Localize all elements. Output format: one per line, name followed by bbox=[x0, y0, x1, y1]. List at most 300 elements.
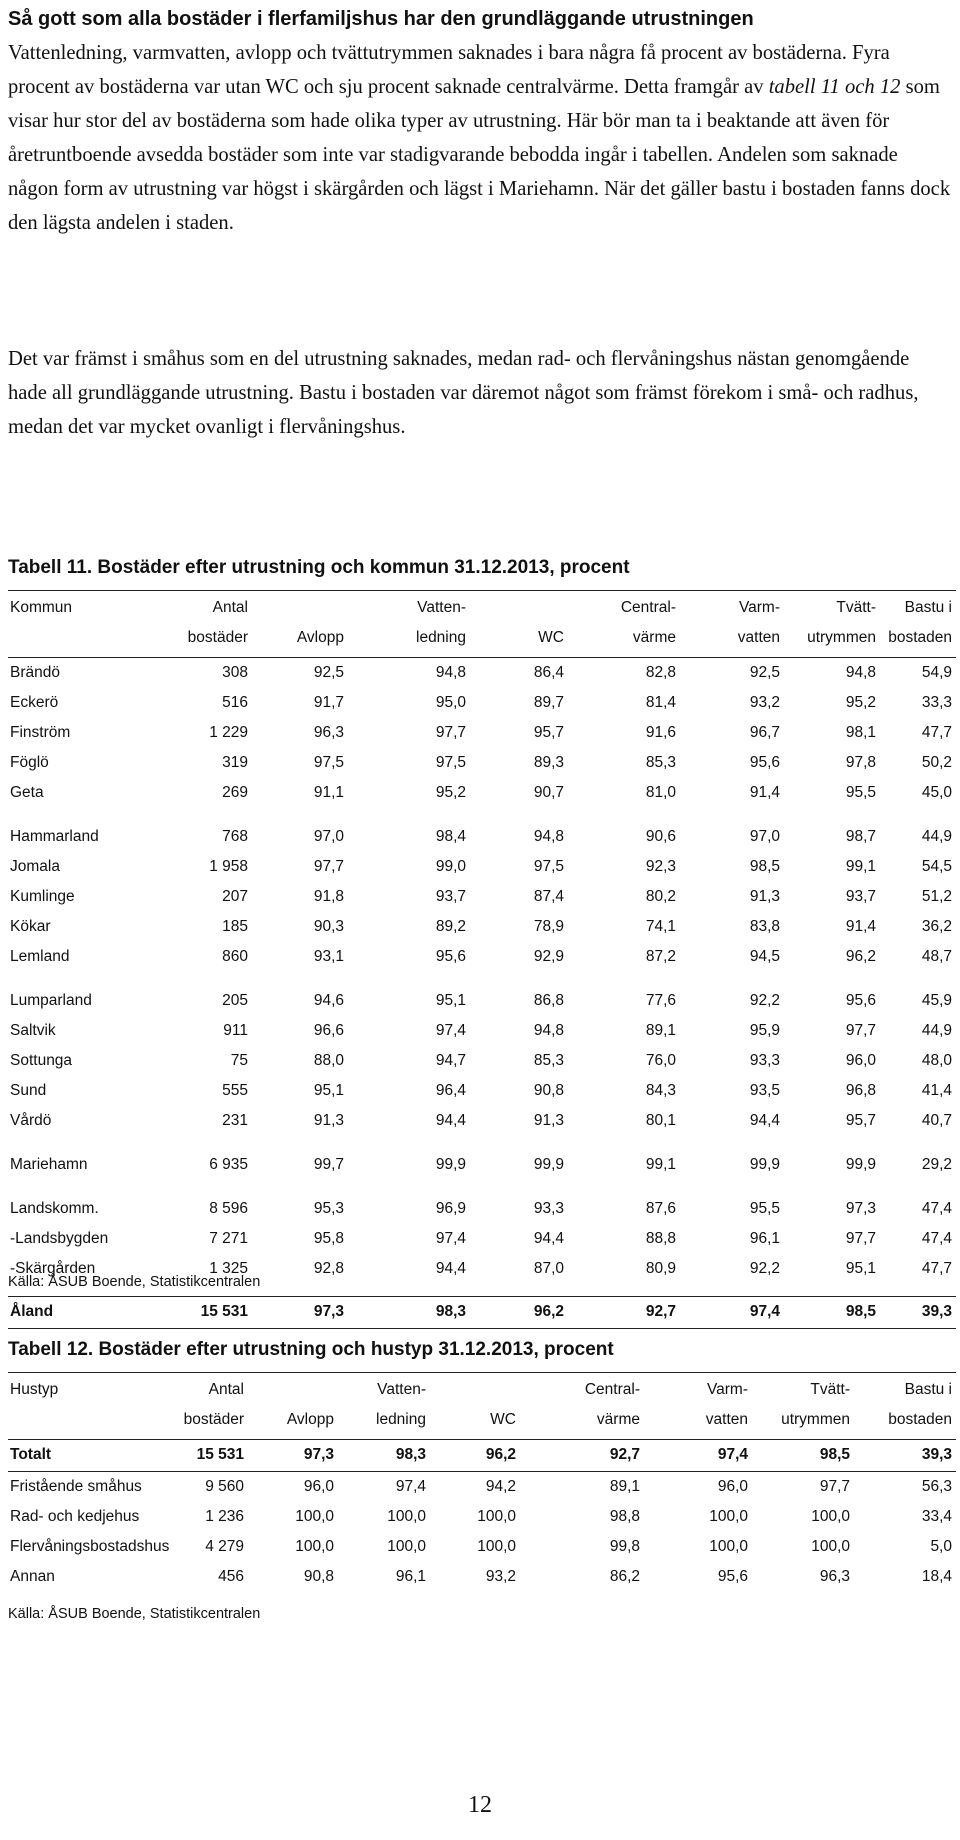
column-header bbox=[621, 593, 676, 653]
row-label: Föglö bbox=[10, 754, 49, 771]
table-row bbox=[8, 1076, 956, 1106]
column-header bbox=[585, 1375, 640, 1435]
header-line: Bastu i bbox=[904, 599, 952, 616]
table-cell: 1 325 bbox=[209, 1260, 248, 1277]
table-cell: 98,3 bbox=[435, 1303, 466, 1320]
table-cell: 97,4 bbox=[395, 1478, 426, 1495]
table-cell: 91,7 bbox=[313, 694, 344, 711]
table-row bbox=[8, 688, 956, 718]
table-cell: 97,0 bbox=[313, 828, 344, 845]
column-header bbox=[807, 593, 876, 653]
table-cell: 94,7 bbox=[435, 1052, 466, 1069]
table-cell: 96,0 bbox=[303, 1478, 334, 1495]
header-line: utrymmen bbox=[807, 629, 876, 646]
table-cell: 90,8 bbox=[303, 1568, 334, 1585]
table-cell: 44,9 bbox=[921, 1022, 952, 1039]
table-cell: 96,3 bbox=[313, 724, 344, 741]
row-label: Brändö bbox=[10, 664, 60, 681]
table-cell: 98,5 bbox=[845, 1303, 876, 1320]
table-cell: 45,0 bbox=[921, 784, 952, 801]
table-cell: 97,3 bbox=[313, 1303, 344, 1320]
row-label: Landskomm. bbox=[10, 1200, 99, 1217]
table-cell: 96,4 bbox=[435, 1082, 466, 1099]
column-header bbox=[416, 593, 466, 653]
paragraph-1-text-b: som visar hur stor del av bostäderna som hade olika typer av utrustning. Här bör man ta i beaktande att även för åretruntboende avsedda bostäder som inte var stadigvarande bebodda ingår i tabellen. Andelen som saknade någon form av utrustning var högst i skärgården och lägst i Mariehamn. När det gäller bastu i bostaden fanns dock den lägsta andelen i staden. bbox=[8, 76, 951, 234]
table-cell: 95,7 bbox=[533, 724, 564, 741]
table-cell: 96,2 bbox=[533, 1303, 564, 1320]
table-cell: 92,5 bbox=[313, 664, 344, 681]
table-cell: 99,8 bbox=[609, 1538, 640, 1555]
table-cell: 100,0 bbox=[709, 1508, 748, 1525]
table-cell: 100,0 bbox=[477, 1508, 516, 1525]
column-header bbox=[297, 593, 344, 653]
row-label: Eckerö bbox=[10, 694, 59, 711]
table-cell: 95,6 bbox=[845, 992, 876, 1009]
table-cell: 95,3 bbox=[313, 1200, 344, 1217]
table-cell: 77,6 bbox=[645, 992, 676, 1009]
column-header bbox=[188, 593, 248, 653]
table-cell: 81,4 bbox=[645, 694, 676, 711]
table-cell: 94,8 bbox=[435, 664, 466, 681]
table-cell: 99,9 bbox=[435, 1156, 466, 1173]
table-cell: 100,0 bbox=[295, 1508, 334, 1525]
table-cell: 269 bbox=[222, 784, 248, 801]
table-cell: 1 958 bbox=[209, 858, 248, 875]
table-cell: 95,1 bbox=[313, 1082, 344, 1099]
table-cell: 54,9 bbox=[921, 664, 952, 681]
table-cell: 555 bbox=[222, 1082, 248, 1099]
table-cell: 97,8 bbox=[845, 754, 876, 771]
table-cell: 89,3 bbox=[533, 754, 564, 771]
table-row bbox=[8, 1046, 956, 1076]
table-cell: 99,0 bbox=[435, 858, 466, 875]
header-line: WC bbox=[538, 629, 564, 646]
row-label: Annan bbox=[10, 1568, 55, 1585]
table-cell: 89,2 bbox=[435, 918, 466, 935]
table-cell: 1 229 bbox=[209, 724, 248, 741]
table-11 bbox=[8, 590, 956, 1329]
header-line: Central- bbox=[620, 599, 676, 616]
header-line bbox=[10, 1405, 58, 1435]
table-cell: 96,9 bbox=[435, 1200, 466, 1217]
table-row bbox=[8, 1224, 956, 1254]
table-row bbox=[8, 1440, 956, 1472]
table-row bbox=[8, 1150, 956, 1180]
header-line: bostaden bbox=[888, 1411, 952, 1428]
table-cell: 97,7 bbox=[845, 1022, 876, 1039]
table-cell: 90,3 bbox=[313, 918, 344, 935]
table-cell: 98,8 bbox=[609, 1508, 640, 1525]
header-line bbox=[287, 1375, 334, 1405]
table-cell: 85,3 bbox=[533, 1052, 564, 1069]
table-cell: 86,4 bbox=[533, 664, 564, 681]
table-cell: 100,0 bbox=[387, 1538, 426, 1555]
row-label: Hammarland bbox=[10, 828, 99, 845]
table-cell: 80,1 bbox=[645, 1112, 676, 1129]
table-cell: 100,0 bbox=[477, 1538, 516, 1555]
section-heading: Så gott som alla bostäder i flerfamiljshus har den grundläggande utrustningen bbox=[8, 8, 754, 30]
table-cell: 97,3 bbox=[303, 1446, 334, 1463]
row-label: -Landsbygden bbox=[10, 1230, 109, 1247]
table-cell: 1 236 bbox=[205, 1508, 244, 1525]
row-label: Lemland bbox=[10, 948, 70, 965]
table-cell: 96,2 bbox=[845, 948, 876, 965]
table-cell: 98,4 bbox=[435, 828, 466, 845]
table-cell: 90,6 bbox=[645, 828, 676, 845]
header-line: värme bbox=[632, 629, 676, 646]
table-cell: 7 271 bbox=[209, 1230, 248, 1247]
table-row bbox=[8, 1502, 956, 1532]
table-cell: 96,1 bbox=[395, 1568, 426, 1585]
row-label: Geta bbox=[10, 784, 44, 801]
table-cell: 100,0 bbox=[811, 1508, 850, 1525]
table-cell: 90,7 bbox=[533, 784, 564, 801]
table-cell: 81,0 bbox=[645, 784, 676, 801]
table-cell: 88,0 bbox=[313, 1052, 344, 1069]
table-cell: 93,3 bbox=[749, 1052, 780, 1069]
table-cell: 99,9 bbox=[845, 1156, 876, 1173]
table-cell: 48,7 bbox=[921, 948, 952, 965]
table-cell: 96,7 bbox=[749, 724, 780, 741]
table-cell: 94,2 bbox=[485, 1478, 516, 1495]
table-cell: 99,1 bbox=[645, 1156, 676, 1173]
table-cell: 93,7 bbox=[845, 888, 876, 905]
table-cell: 33,4 bbox=[921, 1508, 952, 1525]
header-line: vatten bbox=[737, 629, 780, 646]
header-line: Avlopp bbox=[286, 1411, 334, 1428]
table-12 bbox=[8, 1372, 956, 1592]
table-cell: 97,7 bbox=[845, 1230, 876, 1247]
table-cell: 97,5 bbox=[435, 754, 466, 771]
header-line: utrymmen bbox=[781, 1411, 850, 1428]
row-label: Totalt bbox=[10, 1446, 52, 1463]
header-line: bostäder bbox=[183, 1411, 244, 1428]
header-line: Kommun bbox=[10, 599, 73, 616]
table-cell: 75 bbox=[230, 1052, 248, 1069]
table-cell: 97,0 bbox=[749, 828, 780, 845]
table-row bbox=[8, 658, 956, 688]
table-cell: 95,9 bbox=[749, 1022, 780, 1039]
table-cell: 94,4 bbox=[435, 1112, 466, 1129]
row-label: Saltvik bbox=[10, 1022, 56, 1039]
table-cell: 5,0 bbox=[930, 1538, 952, 1555]
row-label: -Skärgården bbox=[10, 1260, 96, 1277]
table-cell: 99,1 bbox=[845, 858, 876, 875]
table-cell: 98,5 bbox=[819, 1446, 850, 1463]
table-cell: 54,5 bbox=[921, 858, 952, 875]
table-cell: 93,3 bbox=[533, 1200, 564, 1217]
table-cell: 95,6 bbox=[749, 754, 780, 771]
header-line: Central- bbox=[584, 1381, 640, 1398]
column-header bbox=[888, 1375, 952, 1435]
table-cell: 51,2 bbox=[921, 888, 952, 905]
table-cell: 94,5 bbox=[749, 948, 780, 965]
table-cell: 96,8 bbox=[845, 1082, 876, 1099]
table-cell: 91,3 bbox=[533, 1112, 564, 1129]
row-label: Jomala bbox=[10, 858, 60, 875]
table-header-row bbox=[8, 1373, 956, 1440]
column-header bbox=[781, 1375, 850, 1435]
table-cell: 40,7 bbox=[921, 1112, 952, 1129]
table-cell: 97,5 bbox=[533, 858, 564, 875]
table-row bbox=[8, 882, 956, 912]
table-row bbox=[8, 778, 956, 808]
header-line: Hustyp bbox=[10, 1381, 59, 1398]
table-cell: 92,2 bbox=[749, 1260, 780, 1277]
table-cell: 89,1 bbox=[645, 1022, 676, 1039]
table-row bbox=[8, 986, 956, 1016]
column-header-hustyp bbox=[10, 1375, 58, 1435]
table-cell: 91,6 bbox=[645, 724, 676, 741]
table-cell: 91,1 bbox=[313, 784, 344, 801]
column-header-kommun bbox=[10, 593, 72, 653]
header-line bbox=[297, 593, 344, 623]
table-cell: 48,0 bbox=[921, 1052, 952, 1069]
row-label: Mariehamn bbox=[10, 1156, 88, 1173]
table-cell: 308 bbox=[222, 664, 248, 681]
header-line: bostaden bbox=[888, 629, 952, 646]
table-cell: 87,6 bbox=[645, 1200, 676, 1217]
table-row bbox=[8, 942, 956, 972]
table-cell: 47,4 bbox=[921, 1230, 952, 1247]
table-cell: 319 bbox=[222, 754, 248, 771]
column-header bbox=[490, 1375, 516, 1435]
intro-paragraph-2: Det var främst i småhus som en del utrustning saknades, medan rad- och flervåningshus nästan genomgående hade all grundläggande utrustning. Bastu i bostaden var däremot något som främst förekom i små- och radhus, medan det var mycket ovanligt i flervåningshus. bbox=[8, 348, 919, 438]
table-row bbox=[8, 1106, 956, 1136]
table-cell: 95,6 bbox=[435, 948, 466, 965]
table-cell: 516 bbox=[222, 694, 248, 711]
table-11-title: Tabell 11. Bostäder efter utrustning och kommun 31.12.2013, procent bbox=[8, 557, 630, 578]
table-cell: 97,4 bbox=[749, 1303, 780, 1320]
table-cell: 97,4 bbox=[435, 1230, 466, 1247]
table-cell: 95,7 bbox=[845, 1112, 876, 1129]
table-cell: 92,2 bbox=[749, 992, 780, 1009]
table-cell: 97,7 bbox=[313, 858, 344, 875]
table-11-source: Källa: ÅSUB Boende, Statistikcentralen bbox=[8, 1274, 261, 1290]
table-cell: 96,3 bbox=[819, 1568, 850, 1585]
column-header bbox=[738, 593, 780, 653]
table-row bbox=[8, 1296, 956, 1329]
table-cell: 91,3 bbox=[749, 888, 780, 905]
table-cell: 15 531 bbox=[196, 1446, 244, 1463]
table-cell: 50,2 bbox=[921, 754, 952, 771]
table-cell: 205 bbox=[222, 992, 248, 1009]
table-cell: 95,1 bbox=[435, 992, 466, 1009]
table-row bbox=[8, 718, 956, 748]
table-cell: 92,7 bbox=[609, 1446, 640, 1463]
row-label: Lumparland bbox=[10, 992, 92, 1009]
row-label: Sund bbox=[10, 1082, 47, 1099]
table-cell: 93,2 bbox=[485, 1568, 516, 1585]
table-row bbox=[8, 912, 956, 942]
table-cell: 87,4 bbox=[533, 888, 564, 905]
table-cell: 95,2 bbox=[845, 694, 876, 711]
table-cell: 56,3 bbox=[921, 1478, 952, 1495]
table-cell: 100,0 bbox=[387, 1508, 426, 1525]
table-cell: 456 bbox=[218, 1568, 244, 1585]
table-cell: 100,0 bbox=[709, 1538, 748, 1555]
table-cell: 45,9 bbox=[921, 992, 952, 1009]
table-cell: 95,5 bbox=[749, 1200, 780, 1217]
table-cell: 90,8 bbox=[533, 1082, 564, 1099]
table-cell: 98,7 bbox=[845, 828, 876, 845]
row-label: Sottunga bbox=[10, 1052, 73, 1069]
header-line: Tvätt- bbox=[810, 1381, 850, 1398]
header-line: ledning bbox=[376, 1411, 426, 1428]
table-cell: 99,9 bbox=[533, 1156, 564, 1173]
table-cell: 88,8 bbox=[645, 1230, 676, 1247]
header-line: Antal bbox=[212, 599, 248, 616]
header-line: Vatten- bbox=[417, 599, 466, 616]
column-header bbox=[376, 1375, 426, 1435]
table-cell: 91,4 bbox=[845, 918, 876, 935]
table-cell: 87,2 bbox=[645, 948, 676, 965]
table-row bbox=[8, 1472, 956, 1502]
header-line: värme bbox=[596, 1411, 640, 1428]
table-cell: 92,8 bbox=[313, 1260, 344, 1277]
table-cell: 96,6 bbox=[313, 1022, 344, 1039]
table-cell: 47,4 bbox=[921, 1200, 952, 1217]
table-cell: 96,1 bbox=[749, 1230, 780, 1247]
table-12-source: Källa: ÅSUB Boende, Statistikcentralen bbox=[8, 1606, 261, 1622]
table-cell: 47,7 bbox=[921, 724, 952, 741]
table-cell: 78,9 bbox=[533, 918, 564, 935]
table-cell: 86,2 bbox=[609, 1568, 640, 1585]
table-cell: 83,8 bbox=[749, 918, 780, 935]
table-cell: 185 bbox=[222, 918, 248, 935]
column-header bbox=[287, 1375, 334, 1435]
table-row bbox=[8, 852, 956, 882]
header-line bbox=[538, 593, 564, 623]
table-cell: 44,9 bbox=[921, 828, 952, 845]
table-cell: 94,4 bbox=[533, 1230, 564, 1247]
table-cell: 39,3 bbox=[921, 1303, 952, 1320]
table-cell: 33,3 bbox=[921, 694, 952, 711]
paragraph-1-text-a: Vattenledning, varmvatten, avlopp och tvättutrymmen saknades i bara några få procent av bostäderna. Fyra procent av bostäderna var utan WC och sju procent saknade centralvärme. Detta framgår av bbox=[8, 42, 890, 98]
table-cell: 98,5 bbox=[749, 858, 780, 875]
table-cell: 15 531 bbox=[200, 1303, 248, 1320]
table-cell: 89,7 bbox=[533, 694, 564, 711]
row-label: Vårdö bbox=[10, 1112, 52, 1129]
table-cell: 98,3 bbox=[395, 1446, 426, 1463]
table-cell: 95,5 bbox=[845, 784, 876, 801]
table-cell: 82,8 bbox=[645, 664, 676, 681]
header-line: bostäder bbox=[187, 629, 248, 646]
header-line bbox=[490, 1375, 516, 1405]
header-line: vatten bbox=[705, 1411, 748, 1428]
table-cell: 94,4 bbox=[749, 1112, 780, 1129]
table-cell: 4 279 bbox=[205, 1538, 244, 1555]
table-cell: 41,4 bbox=[921, 1082, 952, 1099]
table-cell: 94,4 bbox=[435, 1260, 466, 1277]
table-cell: 92,7 bbox=[645, 1303, 676, 1320]
table-cell: 6 935 bbox=[209, 1156, 248, 1173]
row-label: Fristående småhus bbox=[10, 1478, 142, 1495]
table-cell: 231 bbox=[222, 1112, 248, 1129]
row-label: Rad- och kedjehus bbox=[10, 1508, 140, 1525]
table-cell: 91,3 bbox=[313, 1112, 344, 1129]
table-cell: 93,7 bbox=[435, 888, 466, 905]
row-label: Flervåningsbostadshus bbox=[10, 1538, 170, 1555]
table-cell: 97,4 bbox=[435, 1022, 466, 1039]
table-cell: 18,4 bbox=[921, 1568, 952, 1585]
table-cell: 99,7 bbox=[313, 1156, 344, 1173]
table-cell: 93,2 bbox=[749, 694, 780, 711]
table-cell: 94,6 bbox=[313, 992, 344, 1009]
header-line: Vatten- bbox=[377, 1381, 426, 1398]
table-cell: 100,0 bbox=[811, 1538, 850, 1555]
table-cell: 36,2 bbox=[921, 918, 952, 935]
table-cell: 76,0 bbox=[645, 1052, 676, 1069]
table-row bbox=[8, 1532, 956, 1562]
table-cell: 29,2 bbox=[921, 1156, 952, 1173]
table-12-title: Tabell 12. Bostäder efter utrustning och hustyp 31.12.2013, procent bbox=[8, 1339, 614, 1360]
table-cell: 80,9 bbox=[645, 1260, 676, 1277]
table-cell: 96,0 bbox=[717, 1478, 748, 1495]
table-cell: 100,0 bbox=[295, 1538, 334, 1555]
header-line: Bastu i bbox=[904, 1381, 952, 1398]
table-cell: 8 596 bbox=[209, 1200, 248, 1217]
row-label: Åland bbox=[10, 1303, 54, 1320]
table-cell: 97,7 bbox=[435, 724, 466, 741]
table-reference: tabell 11 och 12 bbox=[768, 76, 901, 98]
row-label: Kökar bbox=[10, 918, 51, 935]
table-cell: 207 bbox=[222, 888, 248, 905]
table-cell: 860 bbox=[222, 948, 248, 965]
table-cell: 84,3 bbox=[645, 1082, 676, 1099]
table-cell: 97,3 bbox=[845, 1200, 876, 1217]
table-cell: 97,4 bbox=[717, 1446, 748, 1463]
table-header-row bbox=[8, 591, 956, 658]
header-line: Varm- bbox=[706, 1381, 748, 1398]
table-cell: 39,3 bbox=[921, 1446, 952, 1463]
header-line: WC bbox=[490, 1411, 516, 1428]
header-line: Antal bbox=[208, 1381, 244, 1398]
table-cell: 98,1 bbox=[845, 724, 876, 741]
column-header bbox=[888, 593, 952, 653]
table-cell: 95,6 bbox=[717, 1568, 748, 1585]
table-cell: 92,3 bbox=[645, 858, 676, 875]
table-cell: 95,2 bbox=[435, 784, 466, 801]
table-cell: 91,8 bbox=[313, 888, 344, 905]
table-cell: 93,1 bbox=[313, 948, 344, 965]
table-cell: 94,8 bbox=[533, 1022, 564, 1039]
header-line: Tvätt- bbox=[836, 599, 876, 616]
table-cell: 95,8 bbox=[313, 1230, 344, 1247]
table-cell: 94,8 bbox=[533, 828, 564, 845]
header-line: Avlopp bbox=[296, 629, 344, 646]
table-cell: 95,0 bbox=[435, 694, 466, 711]
header-line bbox=[10, 623, 72, 653]
header-line: Varm- bbox=[738, 599, 780, 616]
table-cell: 47,7 bbox=[921, 1260, 952, 1277]
table-cell: 96,2 bbox=[485, 1446, 516, 1463]
table-row bbox=[8, 1562, 956, 1592]
table-row bbox=[8, 822, 956, 852]
column-header bbox=[184, 1375, 244, 1435]
table-cell: 91,4 bbox=[749, 784, 780, 801]
table-cell: 768 bbox=[222, 828, 248, 845]
table-cell: 95,1 bbox=[845, 1260, 876, 1277]
table-cell: 80,2 bbox=[645, 888, 676, 905]
table-cell: 87,0 bbox=[533, 1260, 564, 1277]
table-cell: 94,8 bbox=[845, 664, 876, 681]
row-label: Kumlinge bbox=[10, 888, 75, 905]
table-cell: 74,1 bbox=[645, 918, 676, 935]
page-number: 12 bbox=[468, 1792, 492, 1818]
row-label: Finström bbox=[10, 724, 71, 741]
table-cell: 96,0 bbox=[845, 1052, 876, 1069]
